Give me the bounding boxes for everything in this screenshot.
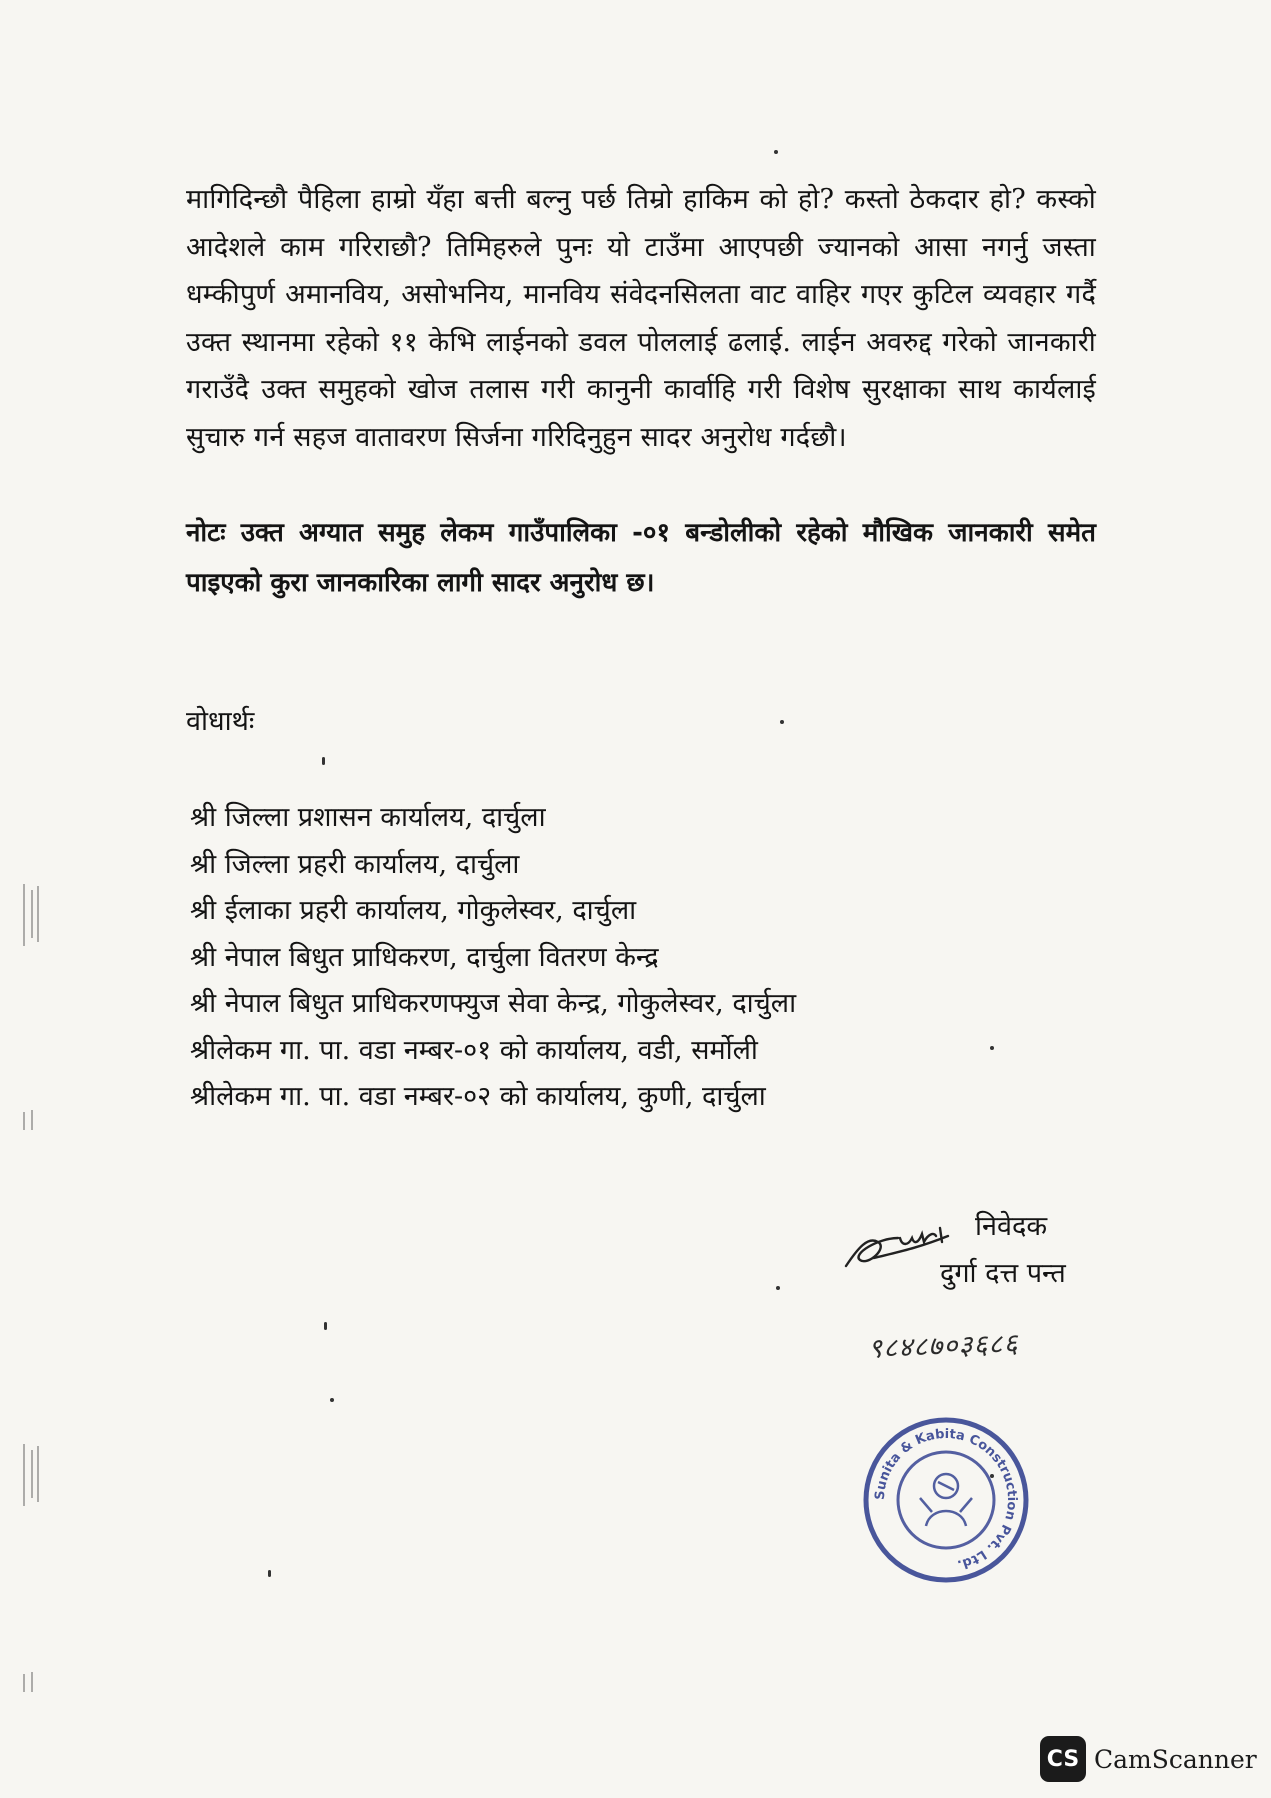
svg-text:Sunita & Kabita Construction P <box>873 1427 1019 1572</box>
cc-recipient: श्रीलेकम गा. पा. वडा नम्बर-०१ को कार्यालय, वडी, सर्मोली <box>190 1034 758 1066</box>
scan-speck <box>780 720 784 724</box>
cc-recipient: श्रीलेकम गा. पा. वडा नम्बर-०२ को कार्यालय, कुणी, दार्चुला <box>190 1081 766 1112</box>
camscanner-watermark <box>1040 1736 1257 1782</box>
scan-edge-noise <box>18 1670 44 1694</box>
camscanner-text: CamScanner <box>1094 1744 1257 1774</box>
scan-edge-noise <box>18 880 44 950</box>
scan-speck <box>774 150 778 154</box>
scan-speck <box>990 1474 994 1478</box>
signatory-label: निवेदक <box>975 1211 1048 1242</box>
scan-speck <box>268 1570 271 1577</box>
scan-speck <box>322 757 325 765</box>
scan-edge-noise <box>18 1440 44 1510</box>
scan-edge-noise <box>18 1108 44 1132</box>
cc-recipient: श्री ईलाका प्रहरी कार्यालय, गोकुलेस्वर, दार्चुला <box>190 895 637 926</box>
scan-speck <box>324 1322 327 1330</box>
letter-body-paragraph: मागिदिन्छौ पैहिला हाम्रो यँहा बत्ती बल्नु पर्छ तिम्रो हाकिम को हो? कस्तो ठेकदार हो? कस्को आदेशले काम गरिराछौ? तिमिहरुले पुनः यो टाउँमा आएपछी ज्यानको आसा नगर्नु जस्ता धम्कीपुर्ण अमानविय, असोभनिय, मानविय संवेदनसिलता वाट वाहिर गएर कुटिल व्यवहार गर्दै उक्त स्थानमा रहेको ११ केभि लाईनको डवल पोललाई ढलाई. लाईन अवरुद्द गरेको जानकारी गराउँदै उक्त समुहको खोज तलास गरी कानुनी कार्वाहि गरी विशेष सुरक्षाका साथ कार्यलाई सुचारु गर्न सहज वातावरण सिर्जना गरिदिनुहुन सादर अनुरोध गर्दछौ। <box>186 184 1096 453</box>
note-paragraph: नोटः उक्त अग्यात समुह लेकम गाउँपालिका -०१ बन्डोलीको रहेको मौखिक जानकारी समेत पाइएको कुरा जानकारिका लागी सादर अनुरोध छ। <box>186 518 1096 598</box>
cc-recipient: श्री जिल्ला प्रहरी कार्यालय, दार्चुला <box>190 848 520 880</box>
scan-speck <box>776 1286 780 1290</box>
cc-label: वोधार्थः <box>186 706 255 737</box>
company-stamp-icon <box>860 1414 1032 1586</box>
cc-recipient: श्री जिल्ला प्रशासन कार्यालय, दार्चुला <box>190 802 546 833</box>
cc-recipient-list <box>190 795 796 1121</box>
scan-speck <box>990 1046 994 1050</box>
cc-recipient: श्री नेपाल बिधुत प्राधिकरण, दार्चुला वितरण केन्द्र <box>190 941 659 973</box>
camscanner-logo-icon: CS <box>1040 1736 1086 1782</box>
stamp-text: Sunita & Kabita Construction Pvt. Ltd. <box>872 1426 1020 1572</box>
signatory-name: दुर्गा दत्त पन्त <box>940 1258 1066 1289</box>
scan-speck <box>330 1398 334 1402</box>
signatory-phone: ९८४८७०३६८६ <box>867 1328 1019 1365</box>
cc-recipient: श्री नेपाल बिधुत प्राधिकरणफ्युज सेवा केन्द्र, गोकुलेस्वर, दार्चुला <box>190 988 797 1019</box>
